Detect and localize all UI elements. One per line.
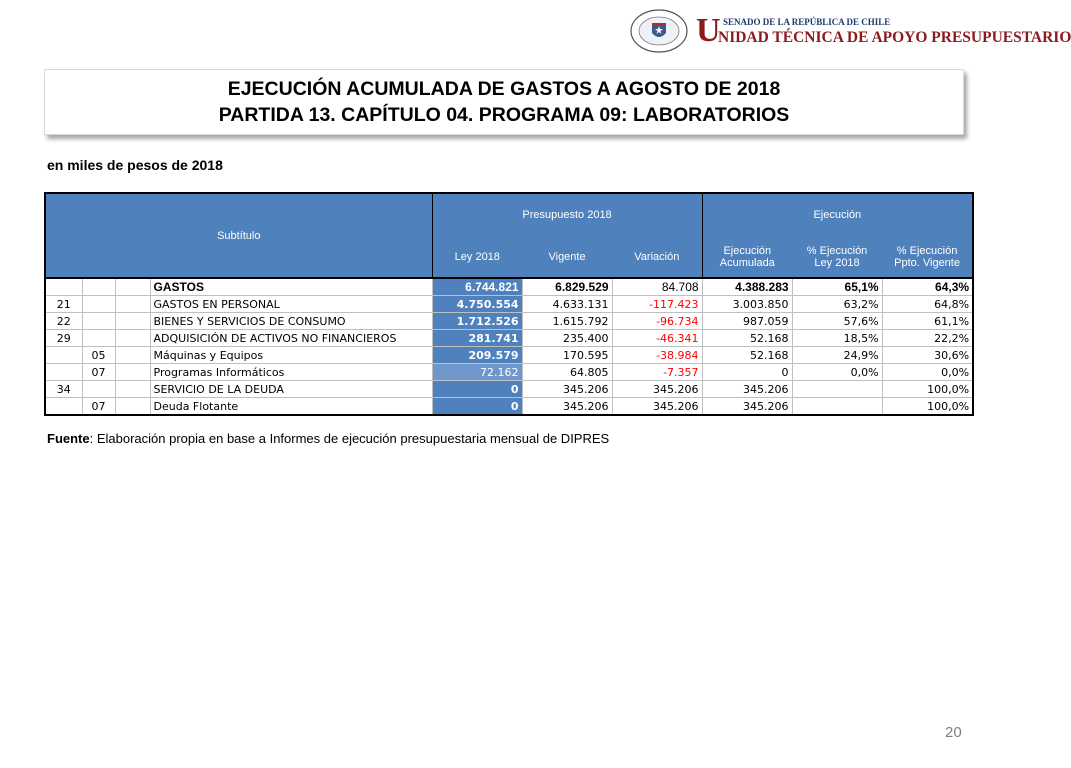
title-box xyxy=(44,69,964,135)
header-ejecucion: Ejecución xyxy=(702,193,973,236)
cell-vigente: 1.615.792 xyxy=(522,313,612,330)
cell-asig xyxy=(115,313,150,330)
table-row xyxy=(45,330,973,347)
header-pct-vig-line2: Ppto. Vigente xyxy=(894,256,960,269)
cell-variacion: -38.984 xyxy=(612,347,702,364)
cell-pct-vigente: 64,3% xyxy=(882,278,973,296)
table-row xyxy=(45,381,973,398)
cell-ejecucion: 345.206 xyxy=(702,398,792,416)
cell-vigente: 64.805 xyxy=(522,364,612,381)
cell-asig xyxy=(115,381,150,398)
cell-vigente: 235.400 xyxy=(522,330,612,347)
cell-subtitulo xyxy=(45,278,82,296)
cell-asig xyxy=(115,330,150,347)
cell-item: 07 xyxy=(82,398,115,416)
cell-subtitulo xyxy=(45,347,82,364)
cell-name: Máquinas y Equipos xyxy=(150,347,432,364)
cell-subtitulo: 29 xyxy=(45,330,82,347)
header-ejecucion-acumulada xyxy=(702,236,792,278)
cell-pct-ley: 65,1% xyxy=(792,278,882,296)
cell-ejecucion: 52.168 xyxy=(702,347,792,364)
header-presupuesto: Presupuesto 2018 xyxy=(432,193,702,236)
cell-item xyxy=(82,278,115,296)
header-pct-ley-line2: Ley 2018 xyxy=(814,256,860,269)
title-line-1: EJECUCIÓN ACUMULADA DE GASTOS A AGOSTO DE 2018 xyxy=(227,78,781,100)
cell-pct-ley: 0,0% xyxy=(792,364,882,381)
source-note xyxy=(47,431,609,446)
cell-item: 07 xyxy=(82,364,115,381)
cell-ley: 4.750.554 xyxy=(432,296,522,313)
header-ejec-acum-line2: Acumulada xyxy=(719,256,775,269)
cell-asig xyxy=(115,364,150,381)
cell-subtitulo xyxy=(45,398,82,416)
cell-ley: 209.579 xyxy=(432,347,522,364)
cell-variacion: 345.206 xyxy=(612,381,702,398)
cell-vigente: 4.633.131 xyxy=(522,296,612,313)
cell-item xyxy=(82,330,115,347)
cell-pct-ley: 24,9% xyxy=(792,347,882,364)
cell-item xyxy=(82,381,115,398)
cell-ley: 0 xyxy=(432,381,522,398)
title-line-2: PARTIDA 13. CAPÍTULO 04. PROGRAMA 09: LABORATORIOS xyxy=(218,104,790,126)
table-row xyxy=(45,364,973,381)
header-ley: Ley 2018 xyxy=(432,236,522,278)
brand-letter: U xyxy=(696,12,721,49)
cell-pct-ley xyxy=(792,381,882,398)
table-row xyxy=(45,296,973,313)
cell-ejecucion: 52.168 xyxy=(702,330,792,347)
cell-subtitulo: 34 xyxy=(45,381,82,398)
senate-seal-logo xyxy=(630,9,688,53)
header-pct-ley-line1: % Ejecución xyxy=(806,244,868,257)
cell-name: ADQUISICIÓN DE ACTIVOS NO FINANCIEROS xyxy=(150,330,432,347)
header-pct-vigente xyxy=(882,236,973,278)
header-pct-ley xyxy=(792,236,882,278)
cell-ley: 72.162 xyxy=(432,364,522,381)
brand-top-text: SENADO DE LA REPÚBLICA DE CHILE xyxy=(723,17,891,27)
cell-ley: 281.741 xyxy=(432,330,522,347)
cell-pct-vigente: 100,0% xyxy=(882,381,973,398)
source-text: : Elaboración propia en base a Informes de ejecución presupuestaria mensual de DIPRES xyxy=(89,431,610,446)
execution-table xyxy=(44,192,974,416)
cell-variacion: -7.357 xyxy=(612,364,702,381)
cell-name: GASTOS xyxy=(150,278,432,296)
page-number: 20 xyxy=(945,724,962,741)
cell-vigente: 345.206 xyxy=(522,381,612,398)
cell-pct-vigente: 0,0% xyxy=(882,364,973,381)
table-row xyxy=(45,347,973,364)
table-row xyxy=(45,313,973,330)
cell-pct-ley: 57,6% xyxy=(792,313,882,330)
cell-pct-vigente: 61,1% xyxy=(882,313,973,330)
cell-vigente: 170.595 xyxy=(522,347,612,364)
cell-item: 05 xyxy=(82,347,115,364)
cell-pct-ley: 63,2% xyxy=(792,296,882,313)
cell-name: GASTOS EN PERSONAL xyxy=(150,296,432,313)
cell-ley: 0 xyxy=(432,398,522,416)
table-row xyxy=(45,398,973,416)
cell-name: BIENES Y SERVICIOS DE CONSUMO xyxy=(150,313,432,330)
units-note: en miles de pesos de 2018 xyxy=(47,157,223,173)
cell-ejecucion: 3.003.850 xyxy=(702,296,792,313)
header-ejec-acum-line1: Ejecución xyxy=(723,244,772,257)
cell-subtitulo: 21 xyxy=(45,296,82,313)
cell-variacion: 84.708 xyxy=(612,278,702,296)
cell-ley: 6.744.821 xyxy=(432,278,522,296)
cell-name: SERVICIO DE LA DEUDA xyxy=(150,381,432,398)
cell-variacion: -46.341 xyxy=(612,330,702,347)
cell-vigente: 6.829.529 xyxy=(522,278,612,296)
table-body xyxy=(45,278,973,415)
cell-subtitulo: 22 xyxy=(45,313,82,330)
cell-pct-vigente: 64,8% xyxy=(882,296,973,313)
cell-variacion: -96.734 xyxy=(612,313,702,330)
header-pct-vig-line1: % Ejecución xyxy=(896,244,958,257)
source-label: Fuente xyxy=(47,431,90,446)
cell-variacion: -117.423 xyxy=(612,296,702,313)
cell-item xyxy=(82,296,115,313)
cell-pct-vigente: 30,6% xyxy=(882,347,973,364)
cell-pct-vigente: 100,0% xyxy=(882,398,973,416)
brand-bottom-text: NIDAD TÉCNICA DE APOYO PRESUPUESTARIO xyxy=(718,29,1071,46)
cell-asig xyxy=(115,398,150,416)
cell-name: Deuda Flotante xyxy=(150,398,432,416)
header-vigente: Vigente xyxy=(522,236,612,278)
cell-asig xyxy=(115,347,150,364)
cell-name: Programas Informáticos xyxy=(150,364,432,381)
cell-variacion: 345.206 xyxy=(612,398,702,416)
header-subtitulo: Subtítulo xyxy=(45,193,432,278)
cell-asig xyxy=(115,278,150,296)
cell-ejecucion: 987.059 xyxy=(702,313,792,330)
cell-asig xyxy=(115,296,150,313)
cell-ejecucion: 345.206 xyxy=(702,381,792,398)
cell-vigente: 345.206 xyxy=(522,398,612,416)
table-row xyxy=(45,278,973,296)
header-variacion: Variación xyxy=(612,236,702,278)
cell-item xyxy=(82,313,115,330)
cell-pct-ley: 18,5% xyxy=(792,330,882,347)
cell-pct-ley xyxy=(792,398,882,416)
cell-ejecucion: 0 xyxy=(702,364,792,381)
cell-subtitulo xyxy=(45,364,82,381)
cell-ejecucion: 4.388.283 xyxy=(702,278,792,296)
cell-ley: 1.712.526 xyxy=(432,313,522,330)
cell-pct-vigente: 22,2% xyxy=(882,330,973,347)
